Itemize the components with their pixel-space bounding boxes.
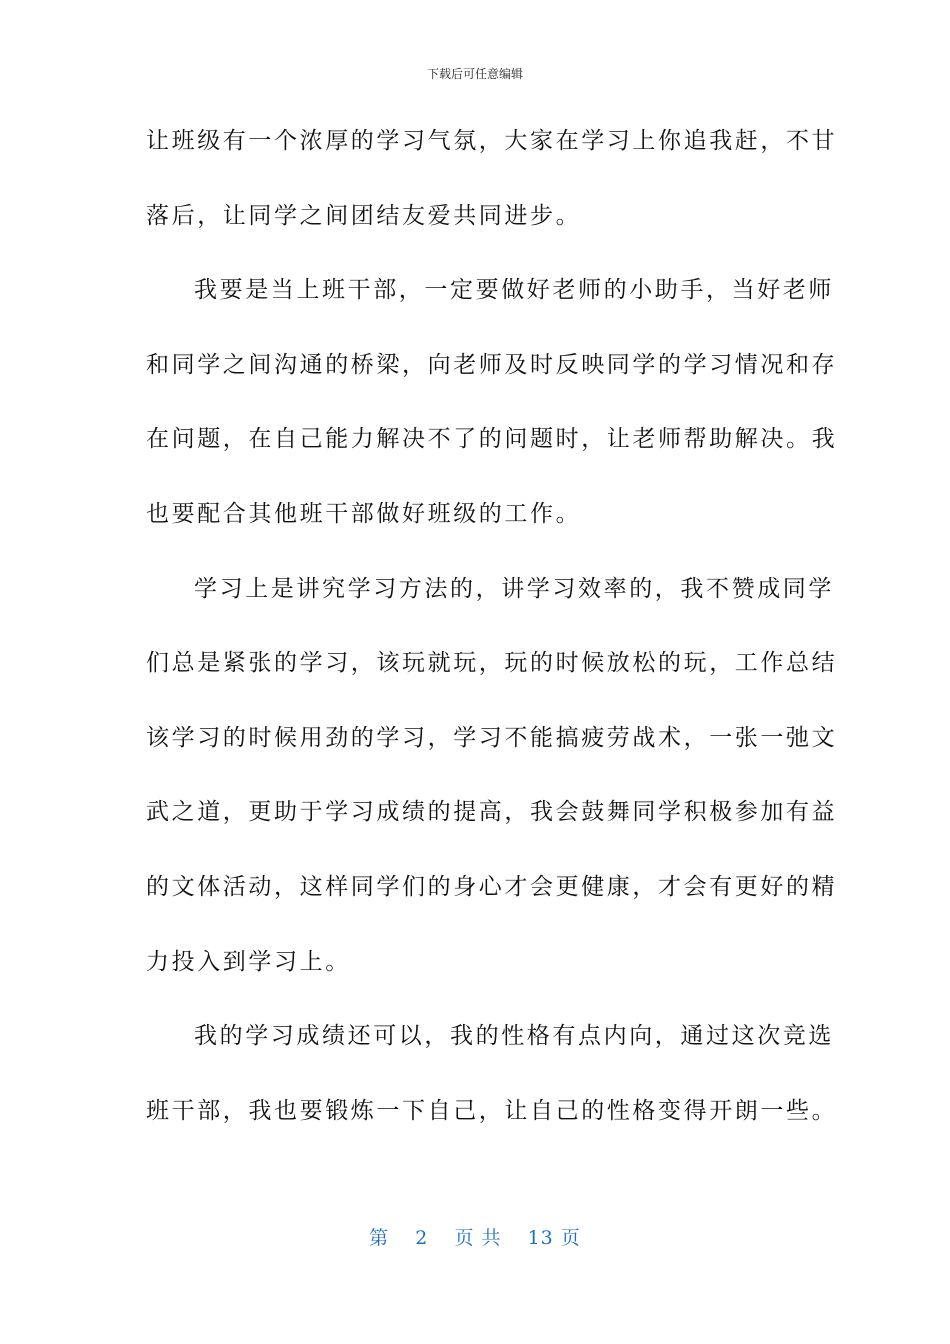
paragraph-start-line: 我要是当上班干部，一定要做好老师的小助手，当好老师 (194, 277, 834, 304)
body-line: 们总是紧张的学习，该玩就玩，玩的时候放松的玩，工作总结 (146, 650, 838, 677)
page-footer (0, 1226, 950, 1250)
body-line: 该学习的时候用劲的学习，学习不能搞疲劳战术，一张一弛文 (146, 724, 838, 751)
body-line: 的文体活动，这样同学们的身心才会更健康，才会有更好的精 (146, 873, 838, 900)
body-line: 在问题，在自己能力解决不了的问题时，让老师帮助解决。我 (146, 426, 838, 453)
footer-prefix: 第 (369, 1227, 390, 1249)
body-line: 武之道，更助于学习成绩的提高，我会鼓舞同学积极参加有益 (146, 799, 838, 826)
body-line: 也要配合其他班干部做好班级的工作。 (146, 500, 582, 527)
paragraph-start-line: 学习上是讲究学习方法的，讲学习效率的，我不赞成同学 (194, 575, 834, 602)
footer-suffix: 页 (560, 1227, 581, 1249)
paragraph-start-line: 我的学习成绩还可以，我的性格有点内向，通过这次竞选 (194, 1023, 834, 1050)
footer-page-number: 2 (415, 1227, 429, 1249)
footer-total-pages: 13 (527, 1227, 554, 1249)
body-line: 班干部，我也要锻炼一下自己，让自己的性格变得开朗一些。 (146, 1097, 838, 1124)
body-line: 力投入到学习上。 (146, 948, 351, 975)
header-note: 下载后可任意编辑 (426, 67, 523, 81)
footer-mid: 页 共 (454, 1227, 502, 1249)
document-body (146, 126, 838, 1170)
body-line: 和同学之间沟通的桥梁，向老师及时反映同学的学习情况和存 (146, 351, 838, 378)
body-line: 让班级有一个浓厚的学习气氛，大家在学习上你追我赶，不甘 (146, 128, 838, 154)
body-line: 落后，让同学之间团结友爱共同进步。 (146, 202, 582, 229)
